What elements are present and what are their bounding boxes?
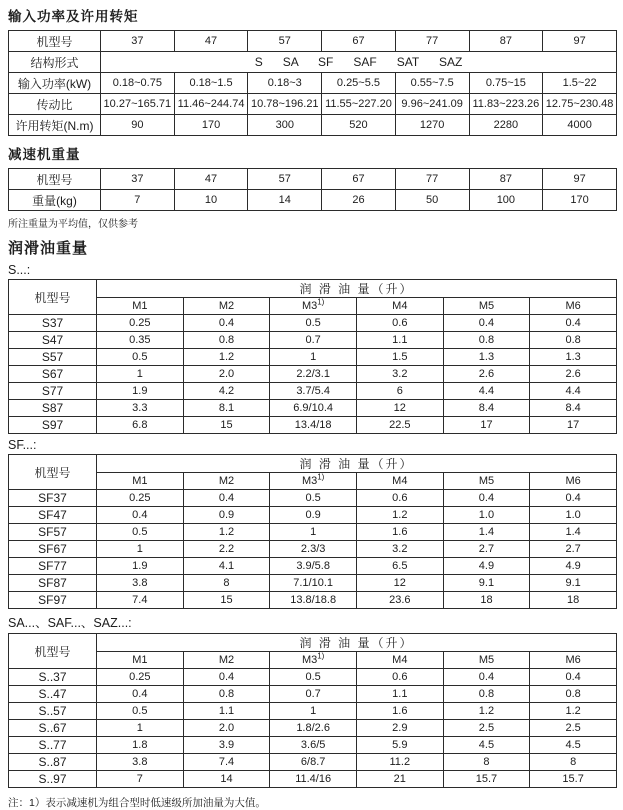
value-cell: 15.7 (530, 771, 617, 788)
value-cell: 2.6 (530, 366, 617, 383)
value-cell: 1270 (395, 115, 469, 136)
table-row (9, 507, 617, 524)
value-cell: 3.9/5.8 (270, 558, 357, 575)
value-cell: 57 (248, 31, 322, 52)
table-row (9, 669, 617, 686)
value-cell: 3.6/5 (270, 737, 357, 754)
m3-label: M3 (301, 300, 318, 312)
value-cell: 1 (97, 366, 184, 383)
reducer-weight-table (8, 168, 617, 211)
model-cell: SF77 (9, 558, 97, 575)
value-cell: 2.3/3 (270, 541, 357, 558)
value-cell: 3.9 (183, 737, 270, 754)
value-cell: 1.2 (443, 703, 530, 720)
table-row (9, 686, 617, 703)
oil-table-label-s: S...: (8, 263, 31, 277)
value-cell: 1 (270, 703, 357, 720)
value-cell: 12 (356, 400, 443, 417)
table-row (9, 349, 617, 366)
model-cell: SF97 (9, 592, 97, 609)
oil-quantity-header-cell: 润 滑 油 量（升） (97, 455, 617, 473)
value-cell: 1.5~22 (543, 73, 617, 94)
value-cell: 67 (322, 169, 396, 190)
model-header-cell: 机型号 (9, 634, 97, 669)
value-cell: 0.5 (270, 490, 357, 507)
value-cell: 4.5 (530, 737, 617, 754)
value-cell: 0.4 (530, 490, 617, 507)
value-cell: 9.1 (530, 575, 617, 592)
value-cell: 0.4 (183, 669, 270, 686)
model-header-cell: 机型号 (9, 455, 97, 490)
value-cell: 9.96~241.09 (395, 94, 469, 115)
value-cell: 11.46~244.74 (174, 94, 248, 115)
value-cell: 1.4 (530, 524, 617, 541)
header-cell: M6 (530, 298, 617, 315)
value-cell: 0.5 (97, 703, 184, 720)
table-row (9, 634, 617, 652)
value-cell: 37 (101, 31, 175, 52)
value-cell: 520 (322, 115, 396, 136)
value-cell: 2.2 (183, 541, 270, 558)
table-row (9, 541, 617, 558)
header-cell: M1 (97, 473, 184, 490)
oil-table-sf (8, 454, 617, 609)
value-cell: 0.7 (270, 686, 357, 703)
model-cell: S47 (9, 332, 97, 349)
value-cell: 4000 (543, 115, 617, 136)
value-cell: 7 (101, 190, 175, 211)
value-cell: 0.8 (443, 332, 530, 349)
value-cell: 50 (395, 190, 469, 211)
label-cell: 机型号 (9, 31, 101, 52)
table-row (9, 737, 617, 754)
value-cell: 0.4 (183, 315, 270, 332)
value-cell: 1 (270, 349, 357, 366)
header-cell-m3 (270, 298, 357, 315)
model-cell: S87 (9, 400, 97, 417)
model-header-cell: 机型号 (9, 280, 97, 315)
value-cell: 2.6 (443, 366, 530, 383)
table-row (9, 575, 617, 592)
value-cell: 2.5 (530, 720, 617, 737)
header-cell: M4 (356, 473, 443, 490)
value-cell: 4.2 (183, 383, 270, 400)
table-row (9, 455, 617, 473)
value-cell: 1.0 (530, 507, 617, 524)
value-cell: 0.75~15 (469, 73, 543, 94)
header-cell: M5 (443, 298, 530, 315)
value-cell: 2280 (469, 115, 543, 136)
value-cell: 100 (469, 190, 543, 211)
value-cell: 2.7 (530, 541, 617, 558)
value-cell: 3.3 (97, 400, 184, 417)
model-cell: SF47 (9, 507, 97, 524)
header-cell: M2 (183, 652, 270, 669)
value-cell: 1.1 (356, 686, 443, 703)
value-cell: 7 (97, 771, 184, 788)
value-cell: 1.5 (356, 349, 443, 366)
value-cell: 0.8 (530, 686, 617, 703)
value-cell: 0.4 (530, 669, 617, 686)
header-cell: M2 (183, 298, 270, 315)
header-cell-m3 (270, 473, 357, 490)
value-cell: 1.3 (530, 349, 617, 366)
value-cell: 37 (101, 169, 175, 190)
value-cell: 2.0 (183, 720, 270, 737)
value-cell: 14 (248, 190, 322, 211)
value-cell: 67 (322, 31, 396, 52)
table-row (9, 298, 617, 315)
table-row (9, 315, 617, 332)
value-cell: 4.5 (443, 737, 530, 754)
table-row (9, 52, 617, 73)
value-cell: 8.4 (530, 400, 617, 417)
value-cell: 12 (356, 575, 443, 592)
value-cell: 8 (443, 754, 530, 771)
value-cell: 0.8 (183, 332, 270, 349)
table-row (9, 473, 617, 490)
oil-table-sa-saf-saz (8, 633, 617, 788)
value-cell: 6.8 (97, 417, 184, 434)
structure-forms-cell: S SA SF SAF SAT SAZ (101, 52, 617, 73)
label-cell: 机型号 (9, 169, 101, 190)
value-cell: 300 (248, 115, 322, 136)
value-cell: 0.25 (97, 490, 184, 507)
value-cell: 47 (174, 169, 248, 190)
value-cell: 1.2 (183, 524, 270, 541)
value-cell: 97 (543, 31, 617, 52)
footnote-marker: 1) (317, 651, 325, 661)
model-cell: SF67 (9, 541, 97, 558)
value-cell: 90 (101, 115, 175, 136)
table-row (9, 383, 617, 400)
header-cell: M6 (530, 473, 617, 490)
value-cell: 18 (530, 592, 617, 609)
table-row (9, 400, 617, 417)
label-cell: 许用转矩(N.m) (9, 115, 101, 136)
value-cell: 0.5 (97, 524, 184, 541)
section-title-lubricant-weight: 润滑油重量 (8, 240, 89, 257)
value-cell: 22.5 (356, 417, 443, 434)
value-cell: 8.4 (443, 400, 530, 417)
value-cell: 0.8 (530, 332, 617, 349)
value-cell: 0.18~0.75 (101, 73, 175, 94)
header-cell: M5 (443, 652, 530, 669)
value-cell: 1.0 (443, 507, 530, 524)
value-cell: 0.4 (530, 315, 617, 332)
value-cell: 8 (183, 575, 270, 592)
value-cell: 12.75~230.48 (543, 94, 617, 115)
table-row (9, 524, 617, 541)
label-cell: 结构形式 (9, 52, 101, 73)
value-cell: 0.25 (97, 669, 184, 686)
oil-table-s (8, 279, 617, 434)
header-cell: M4 (356, 652, 443, 669)
table-row (9, 652, 617, 669)
value-cell: 11.83~223.26 (469, 94, 543, 115)
value-cell: 4.1 (183, 558, 270, 575)
table-row (9, 754, 617, 771)
value-cell: 0.6 (356, 669, 443, 686)
value-cell: 10 (174, 190, 248, 211)
value-cell: 0.35 (97, 332, 184, 349)
value-cell: 0.5 (97, 349, 184, 366)
m3-label: M3 (301, 475, 318, 487)
value-cell: 4.9 (443, 558, 530, 575)
table-row (9, 366, 617, 383)
value-cell: 0.55~7.5 (395, 73, 469, 94)
value-cell: 7.4 (183, 754, 270, 771)
value-cell: 8.1 (183, 400, 270, 417)
header-cell: M1 (97, 652, 184, 669)
value-cell: 1.2 (530, 703, 617, 720)
value-cell: 1.8 (97, 737, 184, 754)
value-cell: 21 (356, 771, 443, 788)
label-cell: 传动比 (9, 94, 101, 115)
table-row (9, 94, 617, 115)
value-cell: 15 (183, 417, 270, 434)
header-cell: M5 (443, 473, 530, 490)
value-cell: 7.1/10.1 (270, 575, 357, 592)
weight-average-note: 所注重量为平均值，仅供参考 (8, 219, 138, 230)
footnote-marker: 1) (317, 472, 325, 482)
value-cell: 6.5 (356, 558, 443, 575)
table-row (9, 169, 617, 190)
value-cell: 0.18~1.5 (174, 73, 248, 94)
model-cell: SF37 (9, 490, 97, 507)
value-cell: 0.25 (97, 315, 184, 332)
power-torque-table (8, 30, 617, 136)
value-cell: 2.9 (356, 720, 443, 737)
value-cell: 1.6 (356, 524, 443, 541)
value-cell: 4.4 (443, 383, 530, 400)
header-cell: M1 (97, 298, 184, 315)
oil-table-label-sf: SF...: (8, 438, 37, 452)
value-cell: 57 (248, 169, 322, 190)
value-cell: 17 (443, 417, 530, 434)
model-cell: S67 (9, 366, 97, 383)
value-cell: 3.8 (97, 575, 184, 592)
value-cell: 10.78~196.21 (248, 94, 322, 115)
value-cell: 0.4 (443, 315, 530, 332)
table-row (9, 417, 617, 434)
value-cell: 18 (443, 592, 530, 609)
value-cell: 10.27~165.71 (101, 94, 175, 115)
value-cell: 0.4 (97, 686, 184, 703)
value-cell: 4.9 (530, 558, 617, 575)
value-cell: 3.2 (356, 541, 443, 558)
header-cell-m3 (270, 652, 357, 669)
oil-quantity-header-cell: 润 滑 油 量（升） (97, 634, 617, 652)
value-cell: 0.4 (443, 490, 530, 507)
table-row (9, 558, 617, 575)
value-cell: 26 (322, 190, 396, 211)
value-cell: 77 (395, 31, 469, 52)
m3-label: M3 (301, 654, 318, 666)
combined-type-footnote: 注：1）表示减速机为组合型时低速级所加油量为大值。 (8, 797, 266, 809)
value-cell: 3.8 (97, 754, 184, 771)
value-cell: 13.8/18.8 (270, 592, 357, 609)
value-cell: 0.6 (356, 315, 443, 332)
label-cell: 输入功率(kW) (9, 73, 101, 94)
value-cell: 87 (469, 31, 543, 52)
value-cell: 0.6 (356, 490, 443, 507)
value-cell: 3.7/5.4 (270, 383, 357, 400)
section-title-reducer-weight: 减速机重量 (8, 147, 81, 162)
model-cell: S..67 (9, 720, 97, 737)
value-cell: 0.5 (270, 315, 357, 332)
model-cell: S..87 (9, 754, 97, 771)
value-cell: 1.9 (97, 383, 184, 400)
header-cell: M4 (356, 298, 443, 315)
value-cell: 6 (356, 383, 443, 400)
value-cell: 97 (543, 169, 617, 190)
value-cell: 14 (183, 771, 270, 788)
value-cell: 1.1 (356, 332, 443, 349)
value-cell: 77 (395, 169, 469, 190)
section-title-power-torque: 输入功率及许用转矩 (8, 9, 139, 24)
value-cell: 0.8 (443, 686, 530, 703)
value-cell: 0.8 (183, 686, 270, 703)
table-row (9, 31, 617, 52)
model-cell: S..77 (9, 737, 97, 754)
value-cell: 9.1 (443, 575, 530, 592)
value-cell: 1.4 (443, 524, 530, 541)
value-cell: 5.9 (356, 737, 443, 754)
value-cell: 13.4/18 (270, 417, 357, 434)
model-cell: SF87 (9, 575, 97, 592)
model-cell: S..37 (9, 669, 97, 686)
model-cell: SF57 (9, 524, 97, 541)
value-cell: 8 (530, 754, 617, 771)
value-cell: 1 (97, 720, 184, 737)
value-cell: 3.2 (356, 366, 443, 383)
value-cell: 1.8/2.6 (270, 720, 357, 737)
value-cell: 6.9/10.4 (270, 400, 357, 417)
value-cell: 0.9 (270, 507, 357, 524)
value-cell: 17 (530, 417, 617, 434)
value-cell: 170 (543, 190, 617, 211)
table-row (9, 720, 617, 737)
value-cell: 2.0 (183, 366, 270, 383)
table-row (9, 332, 617, 349)
value-cell: 11.55~227.20 (322, 94, 396, 115)
header-cell: M2 (183, 473, 270, 490)
value-cell: 1.9 (97, 558, 184, 575)
value-cell: 0.25~5.5 (322, 73, 396, 94)
value-cell: 1.2 (183, 349, 270, 366)
table-row (9, 280, 617, 298)
table-row (9, 490, 617, 507)
value-cell: 2.5 (443, 720, 530, 737)
model-cell: S77 (9, 383, 97, 400)
value-cell: 11.4/16 (270, 771, 357, 788)
value-cell: 1.6 (356, 703, 443, 720)
value-cell: 15 (183, 592, 270, 609)
value-cell: 23.6 (356, 592, 443, 609)
model-cell: S97 (9, 417, 97, 434)
value-cell: 1 (97, 541, 184, 558)
value-cell: 2.2/3.1 (270, 366, 357, 383)
model-cell: S57 (9, 349, 97, 366)
footnote-marker: 1) (317, 297, 325, 307)
model-cell: S..97 (9, 771, 97, 788)
table-row (9, 703, 617, 720)
value-cell: 0.4 (443, 669, 530, 686)
value-cell: 0.4 (97, 507, 184, 524)
model-cell: S37 (9, 315, 97, 332)
value-cell: 0.18~3 (248, 73, 322, 94)
value-cell: 7.4 (97, 592, 184, 609)
model-cell: S..47 (9, 686, 97, 703)
oil-table-label-sa-saf-saz: SA...、SAF...、SAZ...: (8, 616, 132, 630)
value-cell: 4.4 (530, 383, 617, 400)
table-row (9, 115, 617, 136)
table-row (9, 190, 617, 211)
value-cell: 47 (174, 31, 248, 52)
value-cell: 1 (270, 524, 357, 541)
oil-quantity-header-cell: 润 滑 油 量（升） (97, 280, 617, 298)
value-cell: 15.7 (443, 771, 530, 788)
value-cell: 170 (174, 115, 248, 136)
model-cell: S..57 (9, 703, 97, 720)
value-cell: 11.2 (356, 754, 443, 771)
value-cell: 2.7 (443, 541, 530, 558)
value-cell: 0.5 (270, 669, 357, 686)
value-cell: 87 (469, 169, 543, 190)
value-cell: 0.9 (183, 507, 270, 524)
table-row (9, 771, 617, 788)
value-cell: 1.2 (356, 507, 443, 524)
table-row (9, 73, 617, 94)
table-row (9, 592, 617, 609)
header-cell: M6 (530, 652, 617, 669)
value-cell: 1.1 (183, 703, 270, 720)
value-cell: 0.7 (270, 332, 357, 349)
value-cell: 0.4 (183, 490, 270, 507)
value-cell: 6/8.7 (270, 754, 357, 771)
label-cell: 重量(kg) (9, 190, 101, 211)
value-cell: 1.3 (443, 349, 530, 366)
